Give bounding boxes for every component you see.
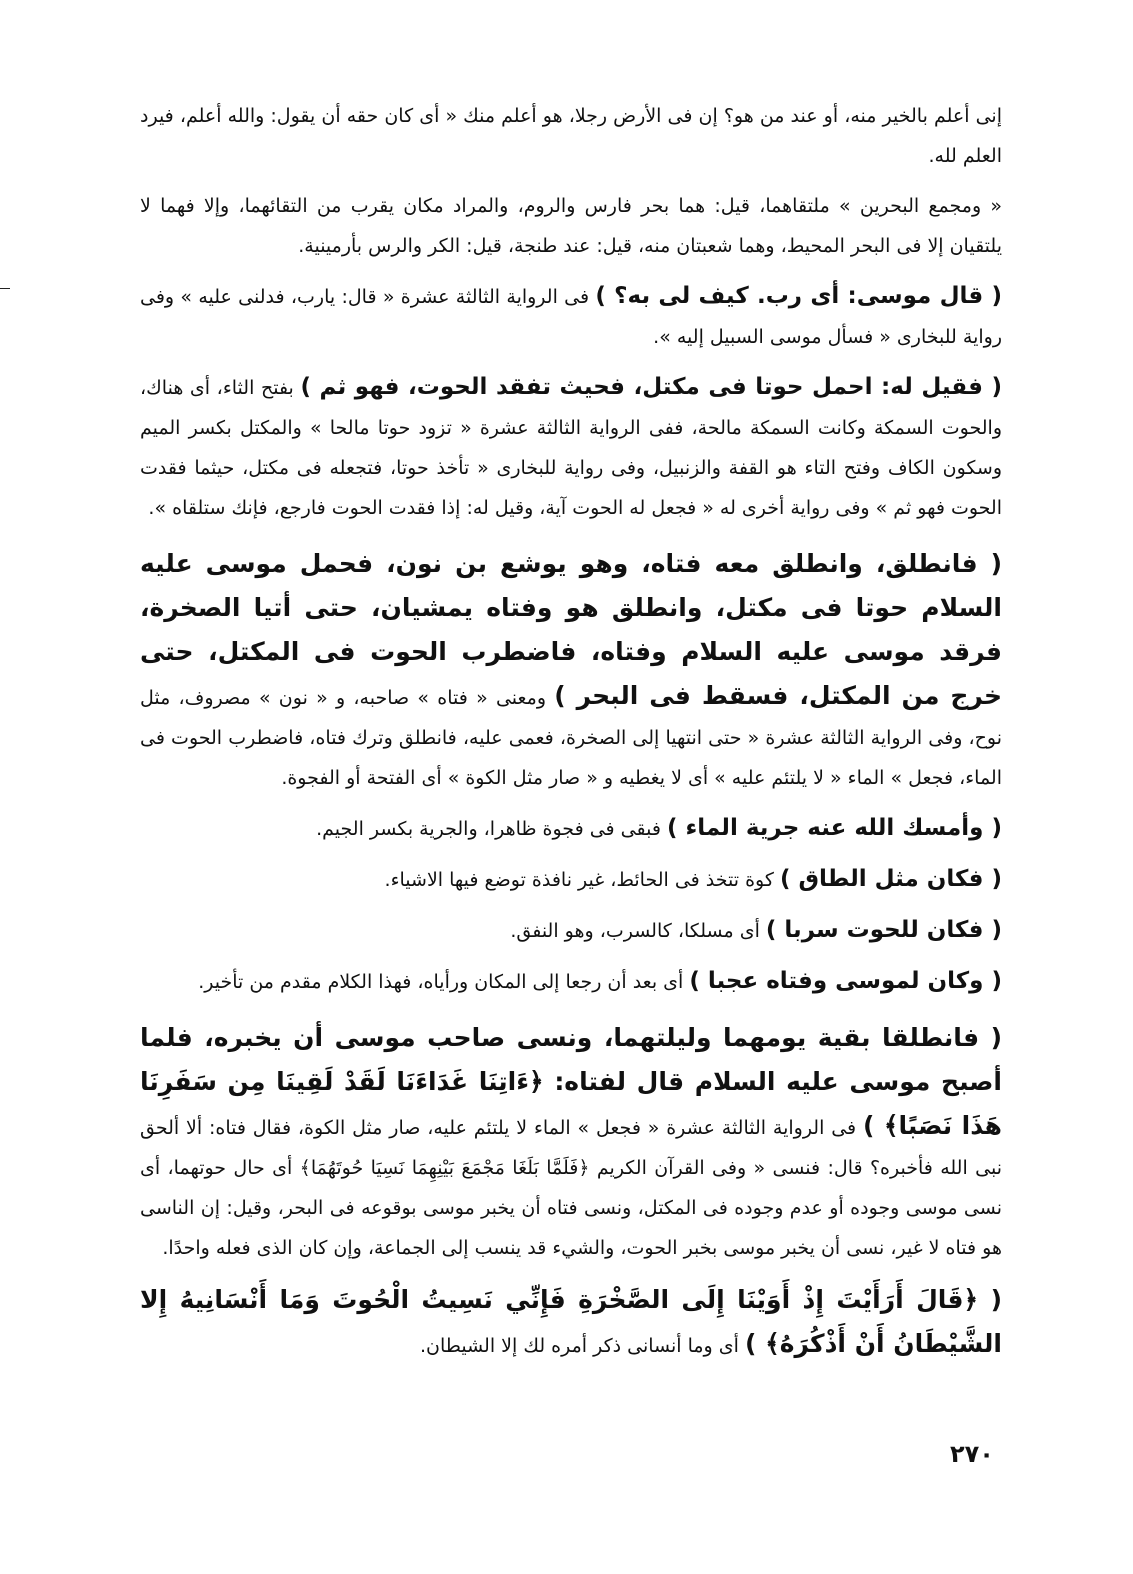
commentary-text: أى وما أنسانى ذكر أمره لك إلا الشيطان. (420, 1335, 745, 1357)
commentary-text: ومعنى « فتاه » صاحبه، و « نون » مصروف، مثل نوح، وفى الرواية الثالثة عشرة « حتى انتهيا إلى الصخرة، فعمى عليه، فانطلق وترك فتاه، فاضطرب الحوت فى الماء، فجعل » الماء « لا يلتئم عليه » أى لا يغطيه و « صار مثل الكوة » أى الفتحة أو الفجوة. (140, 687, 1002, 789)
quoted-hadith-text: ( وأمسك الله عنه جرية الماء ) (666, 815, 1002, 841)
paragraph-10 (140, 1016, 1002, 1268)
commentary-text: فى الرواية الثالثة عشرة « فجعل » الماء لا يلتئم عليه، صار مثل الكوة، فقال فتاه: ألا ألحق نبى الله فأخبره؟ قال: فنسى « وفى القرآن الكريم ﴿فَلَمَّا بَلَغَا مَجْمَعَ بَيْنِهِمَا نَسِيَا حُوتَهُمَا﴾ أى حال حوتهما، أى نسى موسى وجوده أو عدم وجوده فى المكتل، ونسى فتاه أن يخبر موسى بوقوعه فى البحر، وقيل: إن الناسى هو فتاه لا غير، نسى أن يخبر موسى بخبر الحوت، والشيء قد ينسب إلى الجماعة، وإن كان الذى فعله واحدًا. (140, 1117, 1002, 1259)
paragraph-6 (140, 808, 1002, 849)
commentary-text: أى بعد أن رجعا إلى المكان ورأياه، فهذا الكلام مقدم من تأخير. (198, 971, 690, 993)
quoted-hadith-text: ( فانطلقا بقية يومهما وليلتهما، ونسى صاحب موسى أن يخبره، فلما أصبح موسى عليه السلام قال لفتاه: ﴿ءَاتِنَا غَدَاءَنَا لَقَدْ لَقِينَا مِن سَفَرِنَا هَذَا نَصَبًا﴾ ) (140, 1023, 1002, 1140)
page-number: ٢٧٠ (950, 1440, 994, 1468)
paragraph-7 (140, 859, 1002, 900)
paragraph-9 (140, 961, 1002, 1002)
paragraph-4 (140, 367, 1002, 528)
quoted-hadith-text: ( قال موسى: أى رب. كيف لى به؟ ) (595, 283, 1002, 309)
paragraph-1: إنى أعلم بالخير منه، أو عند من هو؟ إن فى الأرض رجلا، هو أعلم منك « أى كان حقه أن يقول: والله أعلم، فيرد العلم لله. (140, 105, 1002, 167)
commentary-text: كوة تتخذ فى الحائط، غير نافذة توضع فيها الاشياء. (384, 869, 780, 891)
document-page (140, 96, 1002, 1366)
commentary-text: فى الرواية الثالثة عشرة « قال: يارب، فدلنى عليه » وفى رواية للبخارى « فسأل موسى السبيل إليه ». (140, 286, 1002, 348)
paragraph-3 (140, 276, 1002, 357)
paragraph-11 (140, 1278, 1002, 1366)
quoted-hadith-text: ( فقيل له: احمل حوتا فى مكتل، فحيث تفقد الحوت، فهو ثم ) (300, 374, 1002, 400)
commentary-text: فبقى فى فجوة ظاهرا، والجرية بكسر الجيم. (316, 818, 667, 840)
quranic-verse-text: ( ﴿قَالَ أَرَأَيْتَ إِذْ أَوَيْنَا إِلَى الصَّخْرَةِ فَإِنِّي نَسِيتُ الْحُوتَ وَمَا أَنْسَانِيهُ إِلا الشَّيْطَانُ أَنْ أَذْكُرَهُ﴾ ) (140, 1285, 1002, 1358)
quoted-hadith-text: ( فكان للحوت سربا ) (765, 917, 1002, 943)
quoted-hadith-text: ( فكان مثل الطاق ) (779, 866, 1002, 892)
paragraph-8 (140, 910, 1002, 951)
scan-edge-mark (0, 288, 10, 289)
paragraph-2: « ومجمع البحرين » ملتقاهما، قيل: هما بحر فارس والروم، والمراد مكان يقرب من التقائهما، وإلا فهما لا يلتقيان إلا فى البحر المحيط، وهما شعبتان منه، قيل: عند طنجة، قيل: الكر والرس بأرمينية. (140, 195, 1002, 257)
paragraph-5 (140, 542, 1002, 798)
commentary-text: بفتح الثاء، أى هناك، والحوت السمكة وكانت السمكة مالحة، ففى الرواية الثالثة عشرة « تزود حوتا مالحا » والمكتل بكسر الميم وسكون الكاف وفتح التاء هو القفة والزنبيل، وفى رواية للبخارى « تأخذ حوتا، فتجعله فى مكتل، حيثما فقدت الحوت فهو ثم » وفى رواية أخرى له « فجعل له الحوت آية، وقيل له: إذا فقدت الحوت فارجع، فإنك ستلقاه ». (140, 377, 1002, 519)
quoted-hadith-text: ( وكان لموسى وفتاه عجبا ) (689, 968, 1002, 994)
quoted-hadith-text: ( فانطلق، وانطلق معه فتاه، وهو يوشع بن نون، فحمل موسى عليه السلام حوتا فى مكتل، وانطلق هو وفتاه يمشيان، حتى أتيا الصخرة، فرقد موسى عليه السلام وفتاه، فاضطرب الحوت فى المكتل، حتى خرج من المكتل، فسقط فى البحر ) (140, 549, 1002, 710)
commentary-text: أى مسلكا، كالسرب، وهو النفق. (510, 920, 766, 942)
